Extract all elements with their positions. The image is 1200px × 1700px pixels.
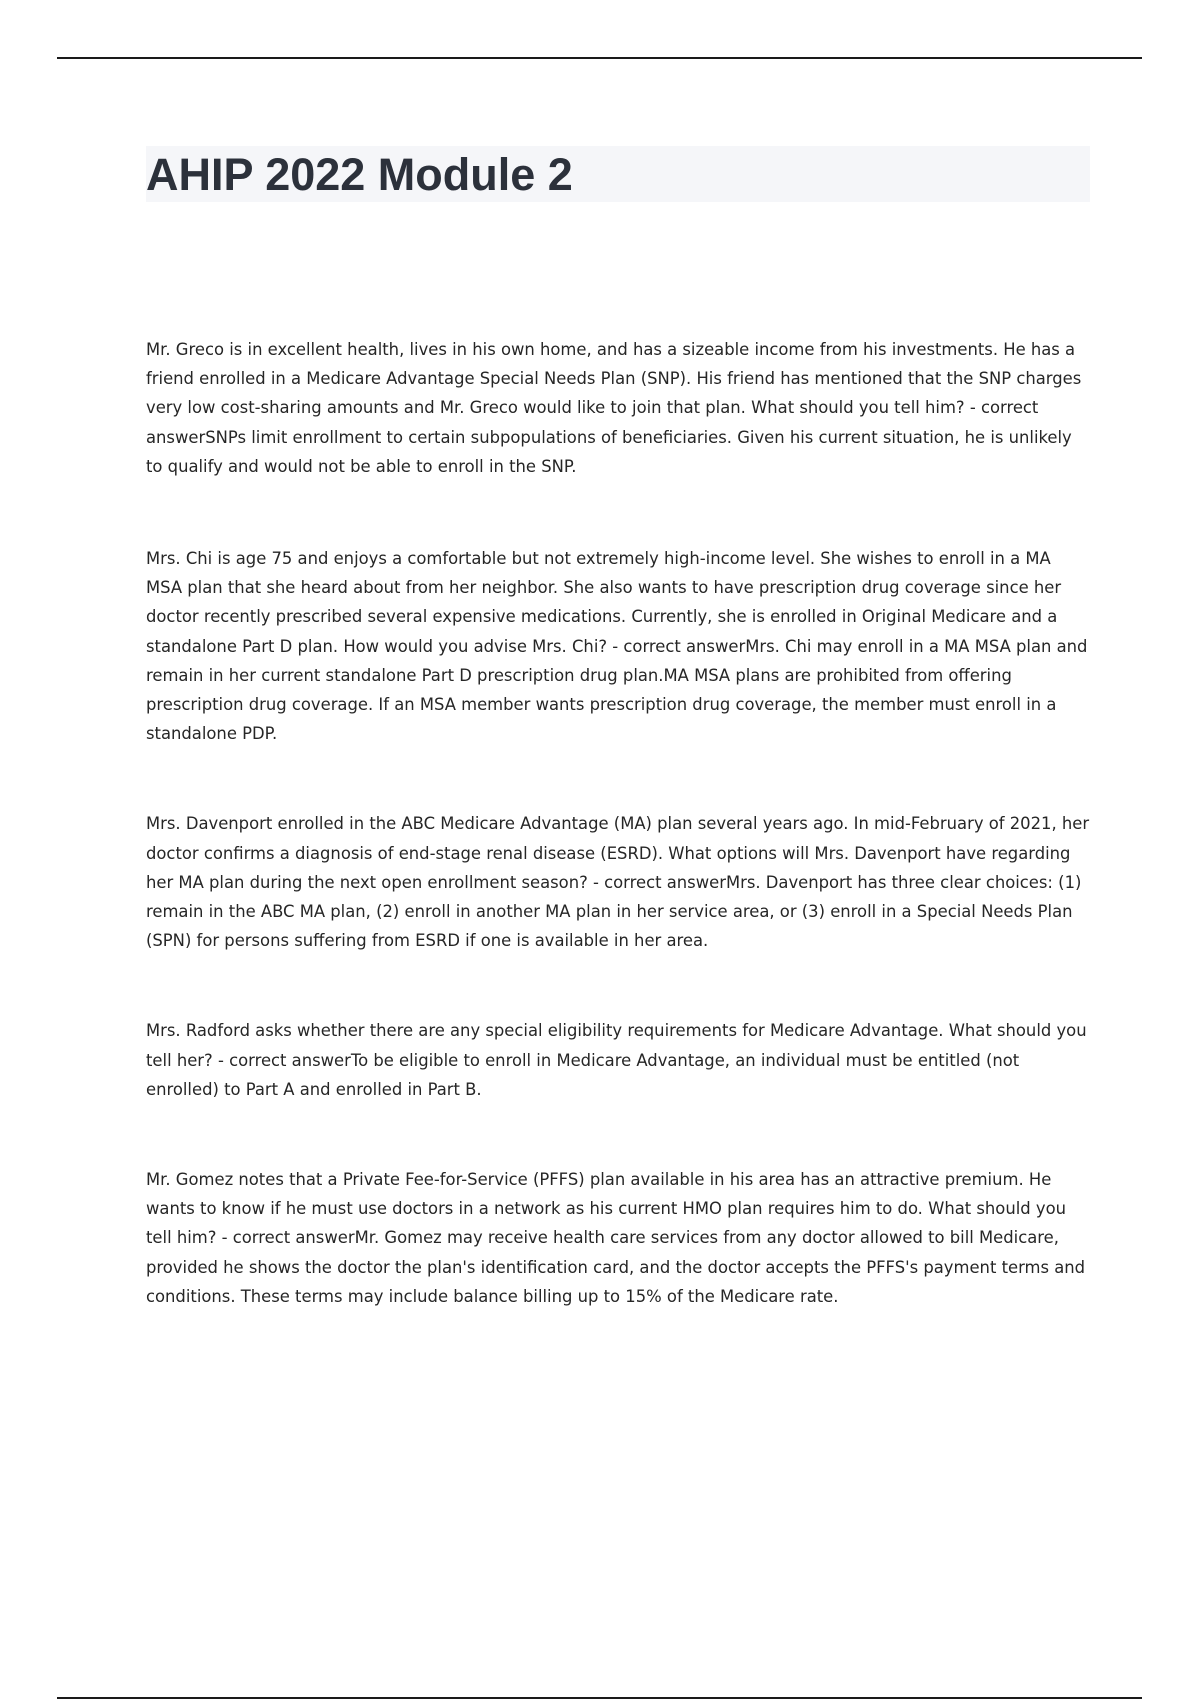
title-banner (146, 146, 1090, 202)
question-paragraph-davenport: Mrs. Davenport enrolled in the ABC Medicare Advantage (MA) plan several years ago. In mid-February of 2021, her doctor confirms a diagnosis of end-stage renal disease (ESRD). What options will Mrs. Davenport have regarding her MA plan during the next open enrollment season? - correct answerMrs. Davenport has three clear choices: (1) remain in the ABC MA plan, (2) enroll in another MA plan in her service area, or (3) enroll in a Special Needs Plan (SPN) for persons suffering from ESRD if one is available in her area. (146, 814, 1090, 951)
question-paragraph-radford: Mrs. Radford asks whether there are any special eligibility requirements for Medicare Advantage. What should you tell her? - correct answerTo be eligible to enroll in Medicare Advantage, an individual must be entitled (not enrolled) to Part A and enrolled in Part B. (146, 1021, 1087, 1099)
question-paragraph-gomez: Mr. Gomez notes that a Private Fee-for-Service (PFFS) plan available in his area has an attractive premium. He wants to know if he must use doctors in a network as his current HMO plan requires him to do. What should you tell him? - correct answerMr. Gomez may receive health care services from any doctor allowed to bill Medicare, provided he shows the doctor the plan's identification card, and the doctor accepts the PFFS's payment terms and conditions. These terms may include balance billing up to 15% of the Medicare rate. (146, 1170, 1086, 1306)
header-rule (57, 57, 1142, 59)
footer-rule (57, 1697, 1142, 1699)
document-title: AHIP 2022 Module 2 (146, 148, 573, 200)
question-paragraph-chi: Mrs. Chi is age 75 and enjoys a comfortable but not extremely high-income level. She wishes to enroll in a MA MSA plan that she heard about from her neighbor. She also wants to have prescription drug coverage since her doctor recently prescribed several expensive medications. Currently, she is enrolled in Original Medicare and a standalone Part D plan. How would you advise Mrs. Chi? - correct answerMrs. Chi may enroll in a MA MSA plan and remain in her current standalone Part D prescription drug plan.MA MSA plans are prohibited from offering prescription drug coverage. If an MSA member wants prescription drug coverage, the member must enroll in a standalone PDP. (146, 549, 1088, 744)
question-paragraph-greco: Mr. Greco is in excellent health, lives in his own home, and has a sizeable income from his investments. He has a friend enrolled in a Medicare Advantage Special Needs Plan (SNP). His friend has mentioned that the SNP charges very low cost-sharing amounts and Mr. Greco would like to join that plan. What should you tell him? - correct answerSNPs limit enrollment to certain subpopulations of beneficiaries. Given his current situation, he is unlikely to qualify and would not be able to enroll in the SNP. (146, 340, 1082, 476)
question-list (146, 335, 1090, 1311)
